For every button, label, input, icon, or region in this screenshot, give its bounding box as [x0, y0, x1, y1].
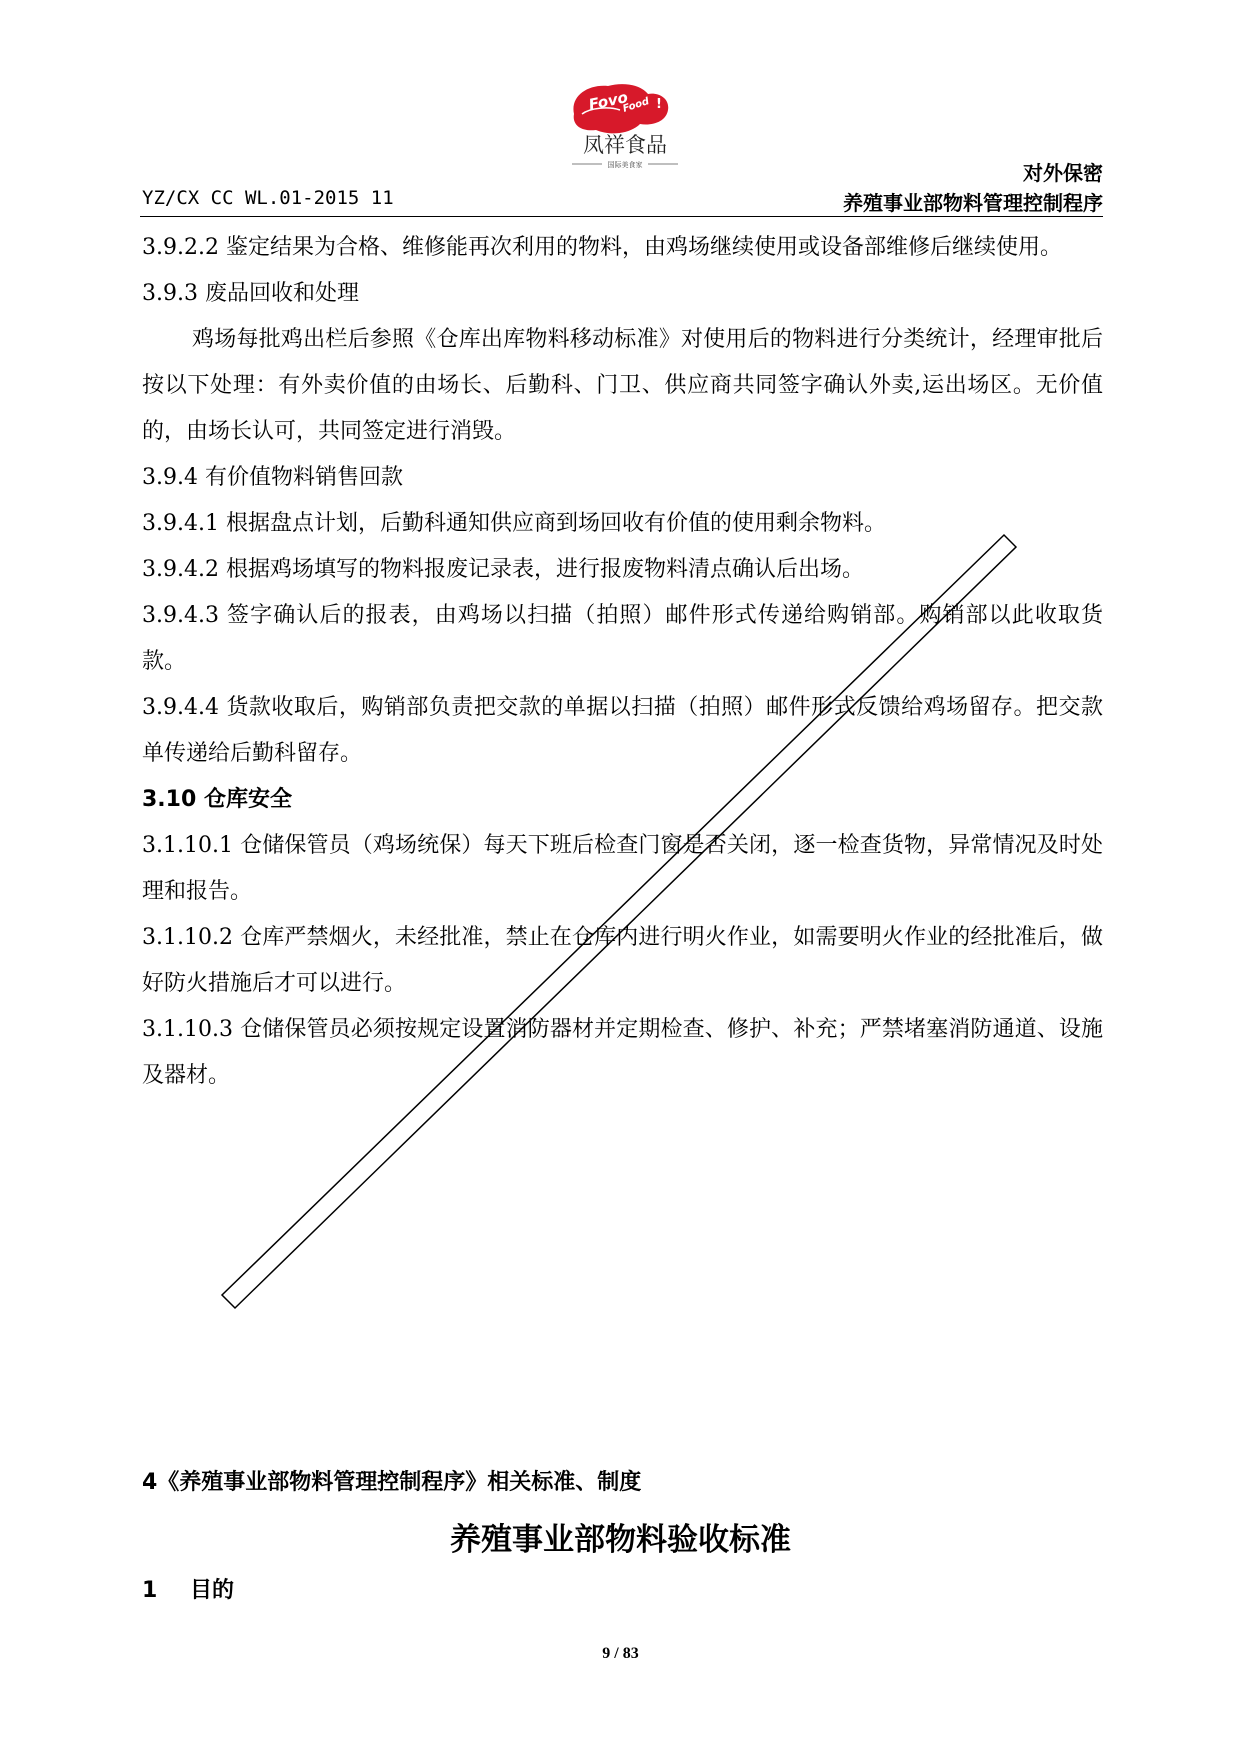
document-code: YZ/CX CC WL.01-2015 11: [142, 187, 394, 209]
company-logo: [560, 80, 690, 172]
clause-3-9-4-2: 3.9.4.2 根据鸡场填写的物料报废记录表，进行报废物料清点确认后出场。: [142, 557, 864, 582]
header-divider: [140, 216, 1103, 217]
standard-title: 养殖事业部物料验收标准: [450, 1522, 791, 1558]
section-1-number: 1: [142, 1578, 158, 1603]
section-1-title: 目的: [190, 1578, 235, 1603]
clause-3-9-2-2: 3.9.2.2 鉴定结果为合格、维修能再次利用的物料，由鸡场继续使用或设备部维修后继续使用。: [142, 235, 1062, 260]
clause-3-9-4-4: 3.9.4.4 货款收取后，购销部负责把交款的单据以扫描（拍照）邮件形式反馈给鸡场留存。把交款单传递给后勤科留存。: [142, 695, 1103, 766]
logo-emblem: [573, 84, 668, 133]
header-doc-title: 养殖事业部物料管理控制程序: [843, 191, 1103, 215]
clause-3-9-4: 3.9.4 有价值物料销售回款: [142, 465, 403, 490]
clause-3-9-4-1: 3.9.4.1 根据盘点计划，后勤科通知供应商到场回收有价值的使用剩余物料。: [142, 511, 886, 536]
section-1-heading: [142, 1573, 234, 1604]
header-right: [843, 158, 1103, 218]
svg-text:!: !: [656, 97, 662, 112]
document-body: [142, 225, 1103, 1099]
svg-text:Fovo: Fovo: [587, 88, 630, 114]
clause-3-9-3: 3.9.3 废品回收和处理: [142, 281, 359, 306]
section-4-heading: 4《养殖事业部物料管理控制程序》相关标准、制度: [142, 1470, 642, 1495]
clause-3-9-3-text: 鸡场每批鸡出栏后参照《仓库出库物料移动标准》对使用后的物料进行分类统计，经理审批后按以下处理：有外卖价值的由场长、后勤科、门卫、供应商共同签字确认外卖,运出场区。无价值的，由场长认可，共同签定进行消毁。: [142, 327, 1103, 444]
logo-brand-cn: 凤祥食品: [583, 133, 667, 157]
clause-3-1-10-3: 3.1.10.3 仓储保管员必须按规定设置消防器材并定期检查、修护、补充；严禁堵塞消防通道、设施及器材。: [142, 1017, 1103, 1088]
clause-3-1-10-1: 3.1.10.1 仓储保管员（鸡场统保）每天下班后检查门窗是否关闭，逐一检查货物，异常情况及时处理和报告。: [142, 833, 1103, 904]
page-number: 9 / 83: [602, 1645, 639, 1662]
clause-3-1-10-2: 3.1.10.2 仓库严禁烟火，未经批准，禁止在仓库内进行明火作业，如需要明火作业的经批准后，做好防火措施后才可以进行。: [142, 925, 1103, 996]
svg-text:Food: Food: [621, 96, 651, 115]
confidential-label: 对外保密: [1023, 161, 1103, 185]
logo-tagline: 国际美食家: [607, 161, 643, 169]
clause-3-9-4-3: 3.9.4.3 签字确认后的报表，由鸡场以扫描（拍照）邮件形式传递给购销部。购销部以此收取货款。: [142, 603, 1103, 674]
section-heading-3-10: 3.10 仓库安全: [142, 787, 292, 812]
